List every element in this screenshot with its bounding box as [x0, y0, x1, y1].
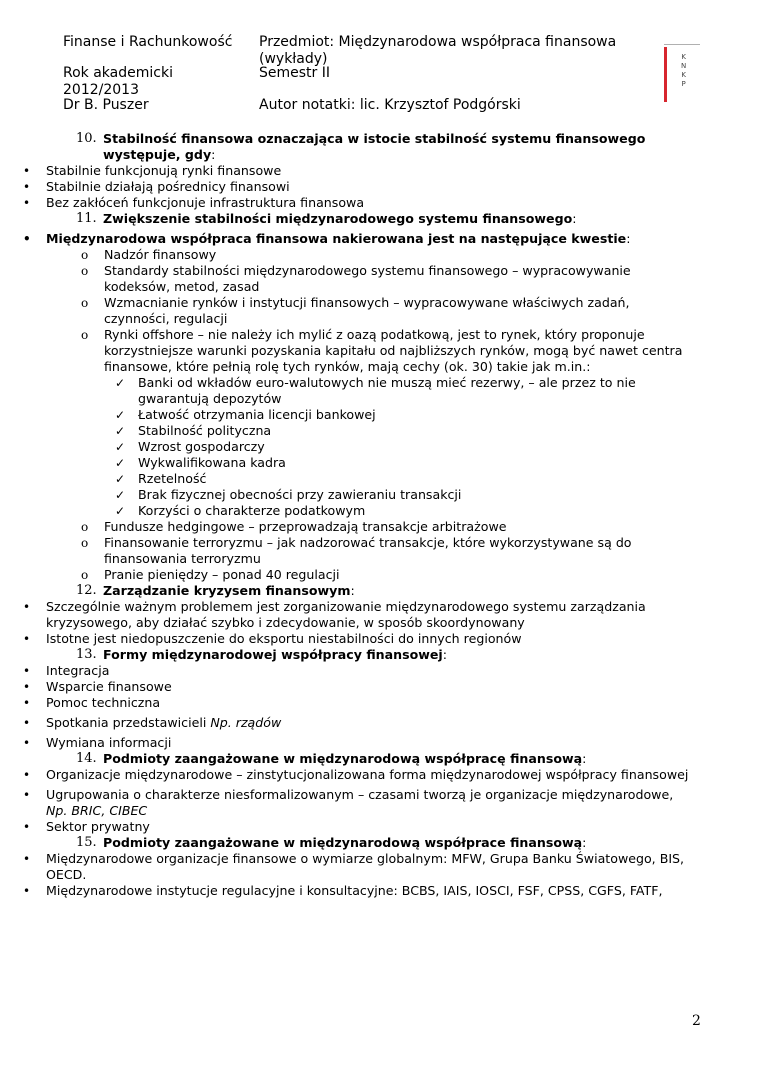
list-item: • Integracja	[23, 663, 110, 678]
section-title: Podmioty zaangażowane w międzynarodową współprace finansową:	[103, 835, 587, 850]
list-item: o Fundusze hedgingowe – przeprowadzają transakcje arbitrażowe	[81, 519, 507, 534]
list-item: • Istotne jest niedopuszczenie do eksportu niestabilności do innych regionów	[23, 631, 522, 646]
page-number: 2	[692, 1013, 701, 1029]
check-icon: ✓	[115, 472, 126, 486]
section-14	[0, 751, 760, 767]
list-item: • Międzynarodowa współpraca finansowa nakierowana jest na następujące kwestie:	[23, 231, 631, 246]
list-item: o Wzmacnianie rynków i instytucji finansowych – wypracowywane właściwych zadań, czynności, regulacji	[81, 295, 630, 326]
list-item: • Pomoc techniczna	[23, 695, 161, 710]
section-title: Podmioty zaangażowane w międzynarodową współpracę finansową:	[103, 751, 587, 766]
header-field-of-study: Finanse i Rachunkowość	[63, 34, 233, 50]
list-item: ✓ Wykwalifikowana kadra	[115, 455, 286, 470]
section-title: Stabilność finansowa oznaczająca w istocie stabilność systemu finansowego występuje, gdy:	[103, 131, 646, 162]
check-icon: ✓	[115, 488, 126, 502]
section-15-list	[0, 851, 760, 899]
header-subject: Przedmiot: Międzynarodowa współpraca finansowa (wykłady)	[259, 34, 617, 67]
list-item: o Finansowanie terroryzmu – jak nadzorować transakcje, które wykorzystywane są do finansowania terroryzmu	[81, 535, 632, 566]
list-item: • Szczególnie ważnym problemem jest zorganizowanie międzynarodowego systemu zarządzania kryzysowego, aby działać szybko i zdecydowanie, w sposób skoordynowany	[23, 599, 646, 630]
section-number: 14.	[76, 751, 97, 766]
list-item: ✓ Banki od wkładów euro-walutowych nie muszą mieć rezerwy, – ale przez to nie gwarantują depozytów	[115, 375, 636, 406]
header-note-author: Autor notatki: lic. Krzysztof Podgórski	[259, 97, 521, 113]
check-icon: ✓	[115, 456, 126, 470]
section-11-list	[0, 231, 760, 247]
list-item: • Organizacje międzynarodowe – zinstytucjonalizowana forma międzynarodowej współpracy finansowej	[23, 767, 689, 782]
section-title: Formy międzynarodowej współpracy finansowej:	[103, 647, 447, 662]
check-icon: ✓	[115, 424, 126, 438]
offshore-features-list	[0, 375, 760, 519]
list-item: • Wsparcie finansowe	[23, 679, 172, 694]
section-number: 11.	[76, 211, 97, 226]
section-number: 10.	[76, 131, 97, 146]
check-icon: ✓	[115, 440, 126, 454]
section-10	[0, 131, 760, 163]
section-number: 15.	[76, 835, 97, 850]
header-lecturer: Dr B. Puszer	[63, 97, 149, 113]
section-11-sublist	[0, 247, 760, 375]
section-15	[0, 835, 760, 851]
list-item: • Stabilnie działają pośrednicy finansowi	[23, 179, 290, 194]
logo-red-bar	[664, 47, 667, 102]
list-item: • Wymiana informacji	[23, 735, 172, 750]
section-11	[0, 211, 760, 227]
header-academic-year: Rok akademicki 2012/2013	[63, 65, 173, 98]
list-item: ✓ Stabilność polityczna	[115, 423, 272, 438]
list-item: o Nadzór finansowy	[81, 247, 217, 262]
check-icon: ✓	[115, 504, 126, 518]
section-13-list	[0, 663, 760, 751]
section-11-sublist-2	[0, 519, 760, 583]
list-item: o Pranie pieniędzy – ponad 40 regulacji	[81, 567, 340, 582]
list-item: • Ugrupowania o charakterze niesformalizowanym – czasami tworzą je organizacje międzynarodowe, Np. BRIC, CIBEC	[23, 787, 674, 818]
section-title: Zwiększenie stabilności międzynarodowego systemu finansowego:	[103, 211, 577, 226]
list-item: • Stabilnie funkcjonują rynki finansowe	[23, 163, 282, 178]
section-10-list	[0, 163, 760, 211]
header-semester: Semestr II	[259, 65, 330, 81]
section-title: Zarządzanie kryzysem finansowym:	[103, 583, 355, 598]
notes-content	[0, 131, 760, 899]
section-12-list	[0, 599, 760, 647]
list-item: ✓ Korzyści o charakterze podatkowym	[115, 503, 366, 518]
check-icon: ✓	[115, 376, 126, 390]
list-item: o Standardy stabilności międzynarodowego systemu finansowego – wypracowywanie kodeksów, metod, zasad	[81, 263, 631, 294]
list-item: ✓ Wzrost gospodarczy	[115, 439, 265, 454]
list-item: • Międzynarodowe organizacje finansowe o wymiarze globalnym: MFW, Grupa Banku Światowego, BIS, OECD.	[23, 851, 685, 882]
section-13	[0, 647, 760, 663]
logo-top-line	[664, 44, 700, 45]
logo-letters: K N K P	[681, 53, 687, 88]
section-number: 12.	[76, 583, 97, 598]
list-item: ✓ Brak fizycznej obecności przy zawieraniu transakcji	[115, 487, 462, 502]
section-number: 13.	[76, 647, 97, 662]
list-item: • Spotkania przedstawicieli Np. rządów	[23, 715, 282, 730]
knkp-logo	[664, 44, 700, 102]
check-icon: ✓	[115, 408, 126, 422]
list-item: • Bez zakłóceń funkcjonuje infrastruktura finansowa	[23, 195, 365, 210]
list-item: • Sektor prywatny	[23, 819, 150, 834]
list-item: ✓ Łatwość otrzymania licencji bankowej	[115, 407, 376, 422]
list-item: o Rynki offshore – nie należy ich mylić z oazą podatkową, jest to rynek, który proponuje korzystniejsze warunki pozyskania kapitału od najbliższych rynków, mogą być nawet centra finansowe, które pełnią rolę tych rynków, mają cechy (ok. 30) takie jak m.in.:	[81, 327, 683, 374]
section-14-list	[0, 767, 760, 835]
list-item: ✓ Rzetelność	[115, 471, 207, 486]
section-12	[0, 583, 760, 599]
list-item: • Międzynarodowe instytucje regulacyjne i konsultacyjne: BCBS, IAIS, IOSCI, FSF, CPSS, CGFS, FATF,	[23, 883, 663, 898]
